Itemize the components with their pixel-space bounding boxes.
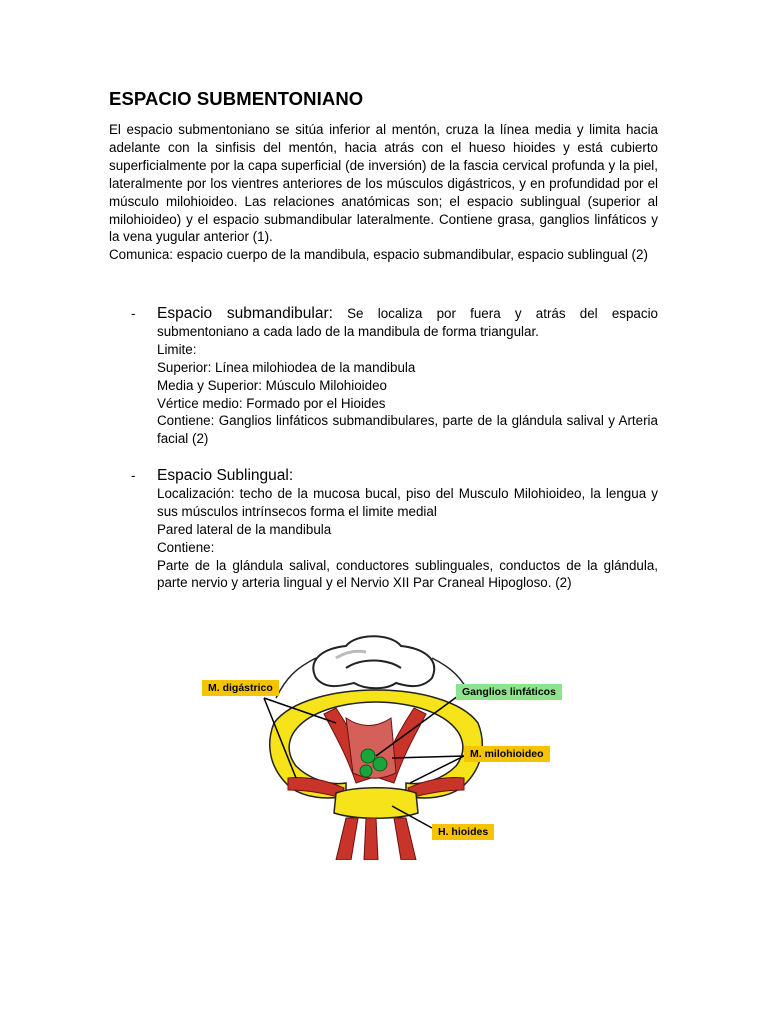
lymph-node-1 xyxy=(361,749,375,763)
intro-paragraph: El espacio submentoniano se sitúa inferior al mentón, cruza la línea media y limita hacia adelante con la sinfisis del mentón, hacia atrás con el hueso hioides y está cubierto superficialmente por la capa superficial (de inversión) de la fascia cervical profunda y la piel, lateralmente por los vientres anteriores de los músculos digástricos, y en profundidad por el músculo milohioideo. Las relaciones anatómicas son; el espacio sublingual (superior al milohioideo) y el espacio submandibular lateralmente. Contiene grasa, ganglios linfáticos y la vena yugular anterior (1). xyxy=(109,122,658,245)
anatomy-illustration xyxy=(196,628,562,860)
section-contiene: Contiene: Ganglios linfáticos submandibulares, parte de la glándula salival y Arteria facial (2) xyxy=(157,413,658,447)
page-title: ESPACIO SUBMENTONIANO xyxy=(109,88,364,109)
section-contiene: Parte de la glándula salival, conductores sublinguales, conductos de la glándula, parte nervio y arteria lingual y el Nervio XII Par Craneal Hipogloso. (2) xyxy=(157,557,658,591)
label-ganglios: Ganglios linfáticos xyxy=(456,684,562,700)
section-intro xyxy=(157,305,658,341)
label-hioides: H. hioides xyxy=(432,824,494,840)
infrahyoid-right xyxy=(394,818,416,860)
infrahyoid-left xyxy=(336,818,358,860)
label-digastrico: M. digástrico xyxy=(202,680,279,696)
section-heading-suffix: : xyxy=(288,467,294,484)
intro-block xyxy=(109,121,658,264)
section-heading: Espacio submandibular: xyxy=(157,305,333,322)
pared-lateral: Pared lateral de la mandibula xyxy=(157,521,332,537)
face-left-line xyxy=(276,658,316,698)
contiene-label: Contiene: xyxy=(157,539,215,555)
limit-superior: Superior: Línea milohiodea de la mandibula xyxy=(157,359,416,375)
nose-outline xyxy=(313,636,434,688)
anatomy-figure xyxy=(196,628,562,860)
limit-label: Limite: xyxy=(157,341,197,357)
bullet-dash: - xyxy=(131,468,136,483)
section-sublingual xyxy=(131,467,658,592)
intro-comunica: Comunica: espacio cuerpo de la mandibula, espacio submandibular, espacio sublingual (2) xyxy=(109,247,648,263)
section-heading-line xyxy=(157,467,658,485)
limit-vertice: Vértice medio: Formado por el Hioides xyxy=(157,395,386,411)
infrahyoid-center xyxy=(364,818,378,860)
lymph-node-2 xyxy=(373,757,387,771)
section-submandibular xyxy=(131,305,658,448)
lymph-node-3 xyxy=(360,765,372,777)
section-localizacion: Localización: techo de la mucosa bucal, piso del Musculo Milohioideo, la lengua y sus músculos intrínsecos forma el limite medial xyxy=(157,485,658,519)
limit-media-superior: Media y Superior: Músculo Milohioideo xyxy=(157,377,387,393)
bullet-dash: - xyxy=(131,306,136,321)
section-heading: Espacio Sublingual xyxy=(157,467,289,484)
label-milohioideo: M. milohioideo xyxy=(464,746,550,762)
section-text: Se localiza por fuera y atrás del espacio submentoniano a cada lado de la mandibula de forma triangular. xyxy=(157,306,658,339)
